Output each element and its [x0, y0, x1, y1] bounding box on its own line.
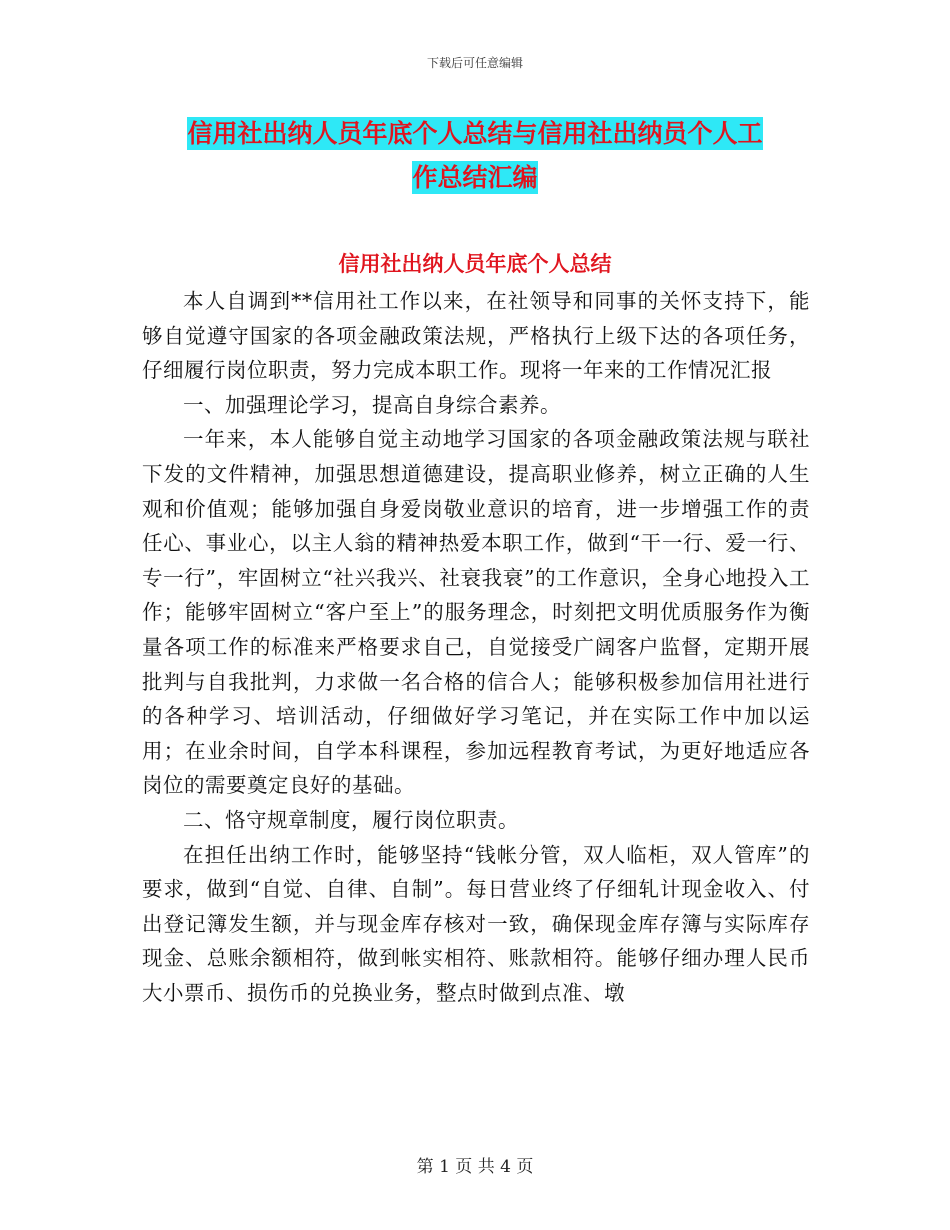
section-title: 信用社出纳人员年底个人总结	[338, 252, 612, 276]
document-body	[142, 284, 810, 1010]
paragraph: 一年来，本人能够自觉主动地学习国家的各项金融政策法规与联社下发的文件精神，加强思想道德建设，提高职业修养，树立正确的人生观和价值观；能够加强自身爱岗敬业意识的培育，进一步增强工作的责任心、事业心，以主人翁的精神热爱本职工作，做到“干一行、爱一行、专一行”，牢固树立“社兴我兴、社衰我衰”的工作意识，全身心地投入工作；能够牢固树立“客户至上”的服务理念，时刻把文明优质服务作为衡量各项工作的标准来严格要求自己，自觉接受广阔客户监督，定期开展批判与自我批判，力求做一名合格的信合人；能够积极参加信用社进行的各种学习、培训活动，仔细做好学习笔记，并在实际工作中加以运用；在业余时间，自学本科课程，参加远程教育考试，为更好地适应各岗位的需要奠定良好的基础。	[142, 427, 810, 798]
header-note: 下载后可任意编辑	[426, 56, 523, 70]
paragraph: 本人自调到**信用社工作以来，在社领导和同事的关怀支持下，能够自觉遵守国家的各项金融政策法规，严格执行上级下达的各项任务，仔细履行岗位职责，努力完成本职工作。现将一年来的工作情况汇报	[142, 289, 810, 383]
paragraph: 二、恪守规章制度，履行岗位职责。	[183, 807, 519, 832]
document-title-line-2: 作总结汇编	[412, 163, 538, 192]
document-title-line-1: 信用社出纳人员年底个人总结与信用社出纳员个人工	[187, 119, 763, 148]
page-number: 第 1 页 共 4 页	[416, 1157, 534, 1177]
paragraph: 在担任出纳工作时，能够坚持“钱帐分管，双人临柜，双人管库”的要求，做到“自觉、自律、自制”。每日营业终了仔细轧计现金收入、付出登记簿发生额，并与现金库存核对一致，确保现金库存簿与实际库存现金、总账余额相符，做到帐实相符、账款相符。能够仔细办理人民币大小票币、损伤币的兑换业务，整点时做到点准、墩	[142, 842, 810, 1005]
document-title	[140, 112, 810, 200]
paragraph: 一、加强理论学习，提高自身综合素养。	[183, 392, 561, 417]
